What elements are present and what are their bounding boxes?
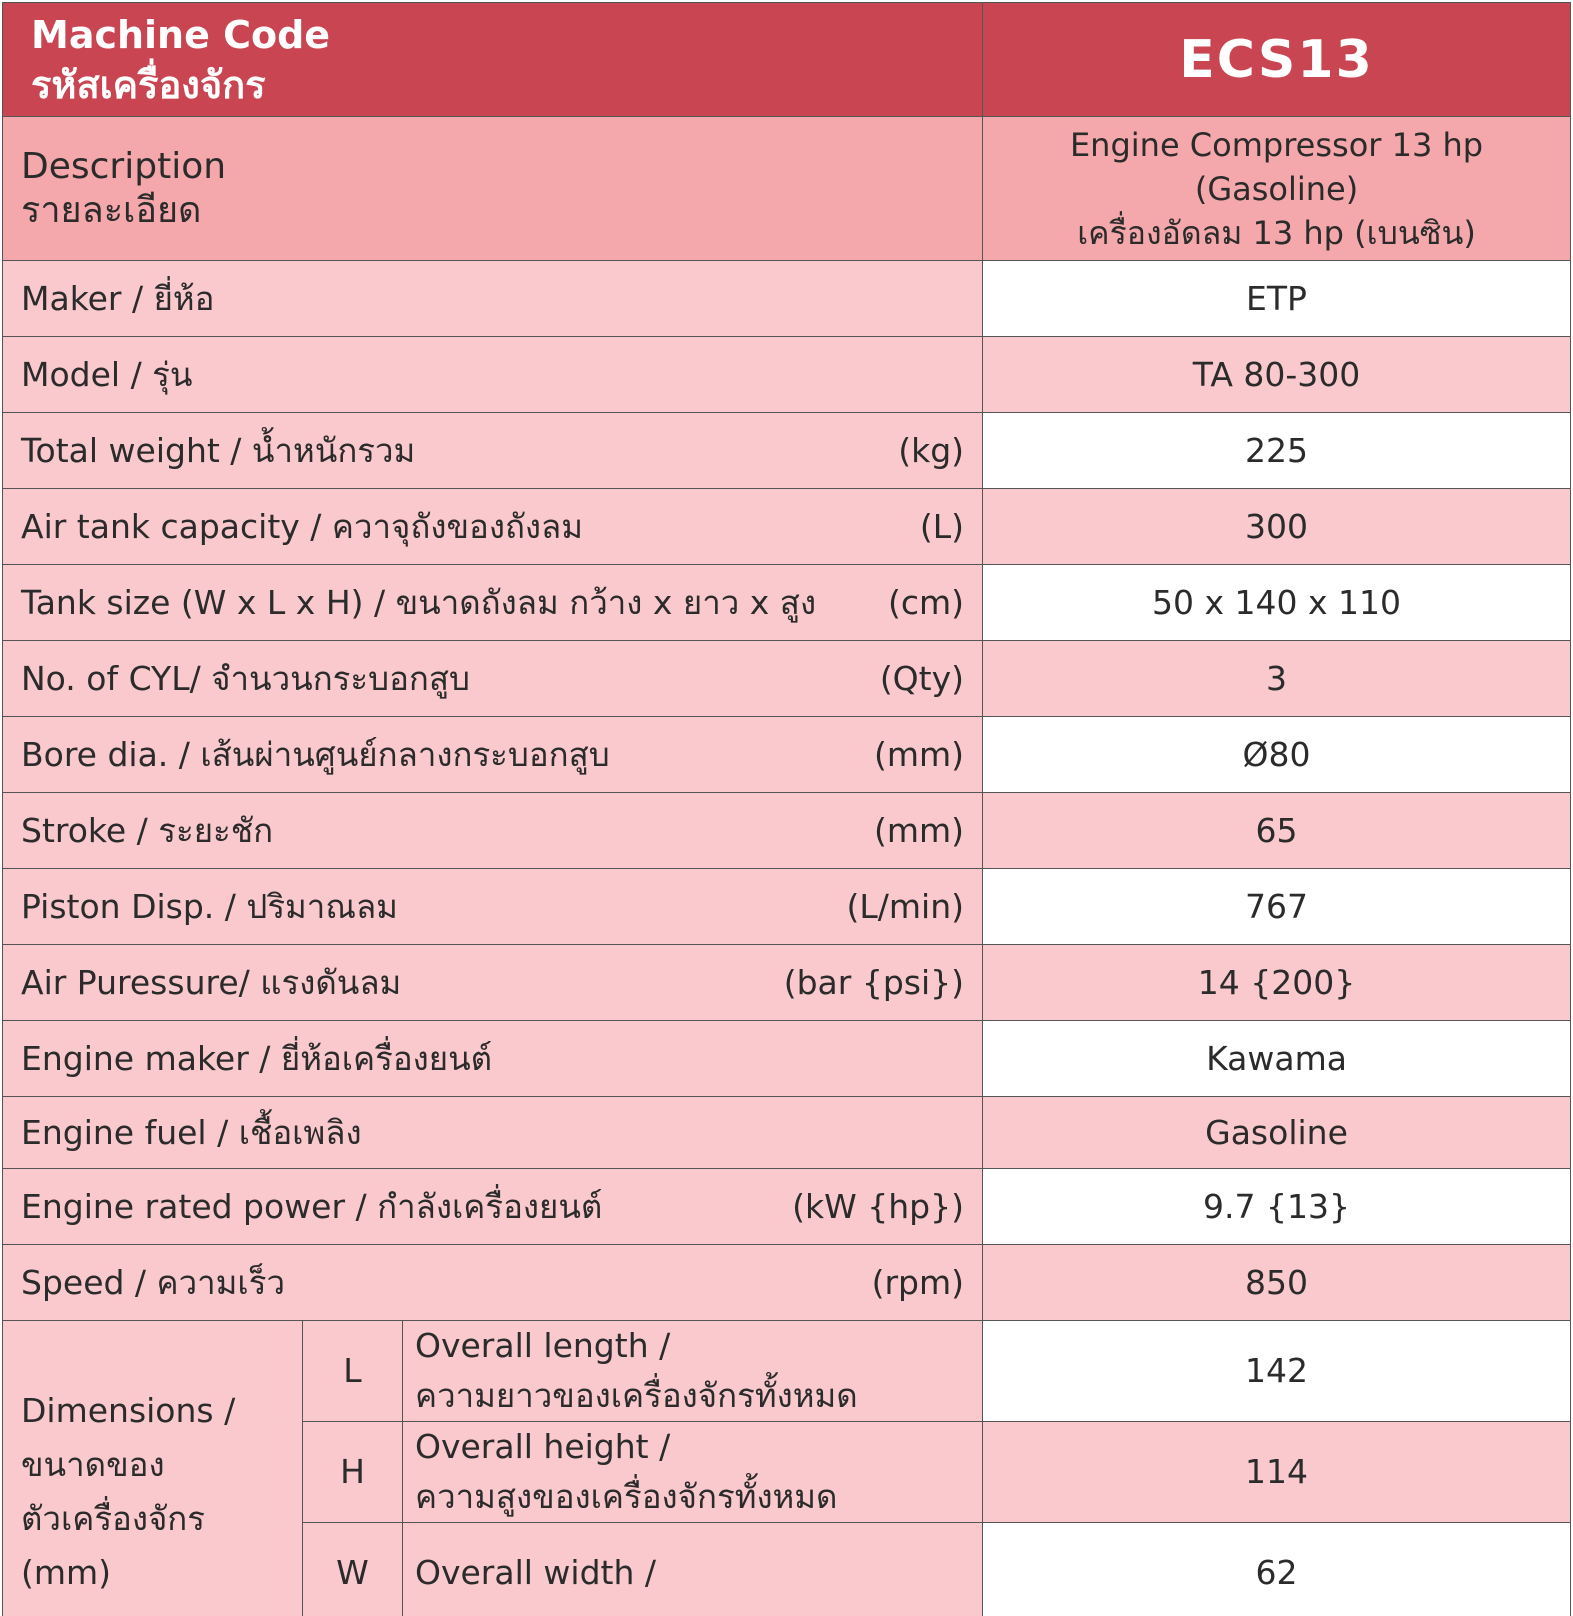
spec-unit: (bar {psi}): [783, 962, 965, 1002]
description-row: [3, 117, 1571, 261]
dimensions-label-line2: ขนาดของ: [21, 1445, 165, 1484]
spec-value: TA 80-300: [983, 337, 1571, 413]
dimension-value-l: 142: [983, 1321, 1571, 1422]
spec-row: [3, 1245, 1571, 1321]
machine-code-value: ECS13: [983, 3, 1571, 117]
spec-label-cell: [3, 945, 983, 1021]
dimensions-label-line3: ตัวเครื่องจักร: [21, 1499, 206, 1538]
dimensions-label-line1: Dimensions /: [21, 1391, 236, 1430]
dimension-axis-l: L: [303, 1321, 403, 1422]
dimensions-label-line4: (mm): [21, 1553, 112, 1592]
spec-row: [3, 489, 1571, 565]
spec-value: 767: [983, 869, 1571, 945]
spec-label-cell: [3, 565, 983, 641]
spec-unit: (cm): [887, 582, 965, 622]
description-label: [3, 117, 983, 261]
dimension-axis-h: H: [303, 1422, 403, 1523]
spec-value: Kawama: [983, 1021, 1571, 1097]
spec-row: [3, 793, 1571, 869]
spec-value: 65: [983, 793, 1571, 869]
spec-row: [3, 641, 1571, 717]
spec-row: [3, 413, 1571, 489]
spec-unit: (L): [919, 506, 965, 546]
spec-rows: [3, 261, 1571, 1321]
spec-value: 14 {200}: [983, 945, 1571, 1021]
spec-label: Stroke / ระยะชัก: [21, 810, 274, 850]
spec-row: [3, 337, 1571, 413]
header-row: [3, 3, 1571, 117]
dimension-desc-l: [403, 1321, 983, 1422]
dimension-row-l: [3, 1321, 1571, 1422]
spec-row: [3, 261, 1571, 337]
spec-label-cell: [3, 1021, 983, 1097]
spec-row: [3, 869, 1571, 945]
spec-label: Maker / ยี่ห้อ: [21, 278, 215, 318]
spec-unit: (mm): [873, 810, 965, 850]
spec-label: Bore dia. / เส้นผ่านศูนย์กลางกระบอกสูบ: [21, 734, 610, 774]
machine-code-label-en: Machine Code: [31, 12, 331, 57]
spec-unit: (kW {hp}): [792, 1186, 965, 1226]
spec-value: Ø80: [983, 717, 1571, 793]
dimension-desc-w: [403, 1523, 983, 1616]
spec-label-cell: [3, 869, 983, 945]
spec-label: No. of CYL/ จำนวนกระบอกสูบ: [21, 658, 470, 698]
description-label-en: Description: [21, 145, 227, 187]
spec-label-cell: [3, 337, 983, 413]
description-value-line1: Engine Compressor 13 hp: [1069, 125, 1484, 164]
spec-row: [3, 565, 1571, 641]
spec-unit: (rpm): [871, 1262, 965, 1302]
spec-row: [3, 1169, 1571, 1245]
spec-label: Tank size (W x L x H) / ขนาดถังลม กว้าง x ยาว x สูง: [21, 582, 817, 622]
spec-row: [3, 717, 1571, 793]
dimension-desc-h-th: ความสูงของเครื่องจักรทั้งหมด: [415, 1477, 838, 1516]
machine-code-label-th: รหัสเครื่องจักร: [31, 62, 266, 107]
spec-label: Speed / ความเร็ว: [21, 1262, 285, 1302]
description-label-th: รายละเอียด: [21, 189, 202, 231]
description-value-line2: (Gasoline): [1194, 169, 1359, 208]
spec-unit: (L/min): [846, 886, 965, 926]
machine-code-label: [3, 3, 983, 117]
spec-value: 850: [983, 1245, 1571, 1321]
spec-value: 300: [983, 489, 1571, 565]
dimensions-label: [3, 1321, 303, 1616]
spec-label-cell: [3, 641, 983, 717]
dimensions-group: [3, 1321, 1571, 1616]
spec-label-cell: [3, 413, 983, 489]
spec-value: 9.7 {13}: [983, 1169, 1571, 1245]
spec-unit: (mm): [873, 734, 965, 774]
dimension-desc-h-en: Overall height /: [415, 1427, 671, 1466]
spec-unit: (kg): [898, 430, 965, 470]
spec-value: 3: [983, 641, 1571, 717]
spec-row: [3, 1097, 1571, 1169]
description-value-line3: เครื่องอัดลม 13 hp (เบนซิน): [1077, 213, 1476, 252]
spec-value: 225: [983, 413, 1571, 489]
dimension-desc-w-en: Overall width /: [415, 1553, 656, 1592]
spec-value: ETP: [983, 261, 1571, 337]
spec-label-cell: [3, 261, 983, 337]
spec-unit: (Qty): [879, 658, 965, 698]
spec-label-cell: [3, 793, 983, 869]
dimension-desc-l-th: ความยาวของเครื่องจักรทั้งหมด: [415, 1376, 858, 1415]
dimension-value-h: 114: [983, 1422, 1571, 1523]
spec-label-cell: [3, 1097, 983, 1169]
dimension-desc-l-en: Overall length /: [415, 1326, 671, 1365]
spec-label-cell: [3, 489, 983, 565]
description-value: [983, 117, 1571, 261]
spec-label: Engine fuel / เชื้อเพลิง: [21, 1112, 362, 1152]
spec-value: 50 x 140 x 110: [983, 565, 1571, 641]
dimension-axis-w: W: [303, 1523, 403, 1616]
spec-label: Model / รุ่น: [21, 354, 193, 394]
spec-label-cell: [3, 1245, 983, 1321]
dimension-desc-h: [403, 1422, 983, 1523]
spec-label-cell: [3, 1169, 983, 1245]
spec-label: Total weight / น้ำหนักรวม: [21, 430, 416, 470]
spec-table: [2, 2, 1571, 1616]
spec-label: Air tank capacity / ควาจุถังของถังลม: [21, 506, 584, 546]
spec-label-cell: [3, 717, 983, 793]
spec-value: Gasoline: [983, 1097, 1571, 1169]
spec-row: [3, 945, 1571, 1021]
spec-label: Engine rated power / กำลังเครื่องยนต์: [21, 1186, 603, 1226]
spec-label: Engine maker / ยี่ห้อเครื่องยนต์: [21, 1038, 493, 1078]
spec-label: Air Puressure/ แรงดันลม: [21, 962, 402, 1002]
spec-label: Piston Disp. / ปริมาณลม: [21, 886, 398, 926]
spec-row: [3, 1021, 1571, 1097]
dimension-value-w: 62: [983, 1523, 1571, 1616]
